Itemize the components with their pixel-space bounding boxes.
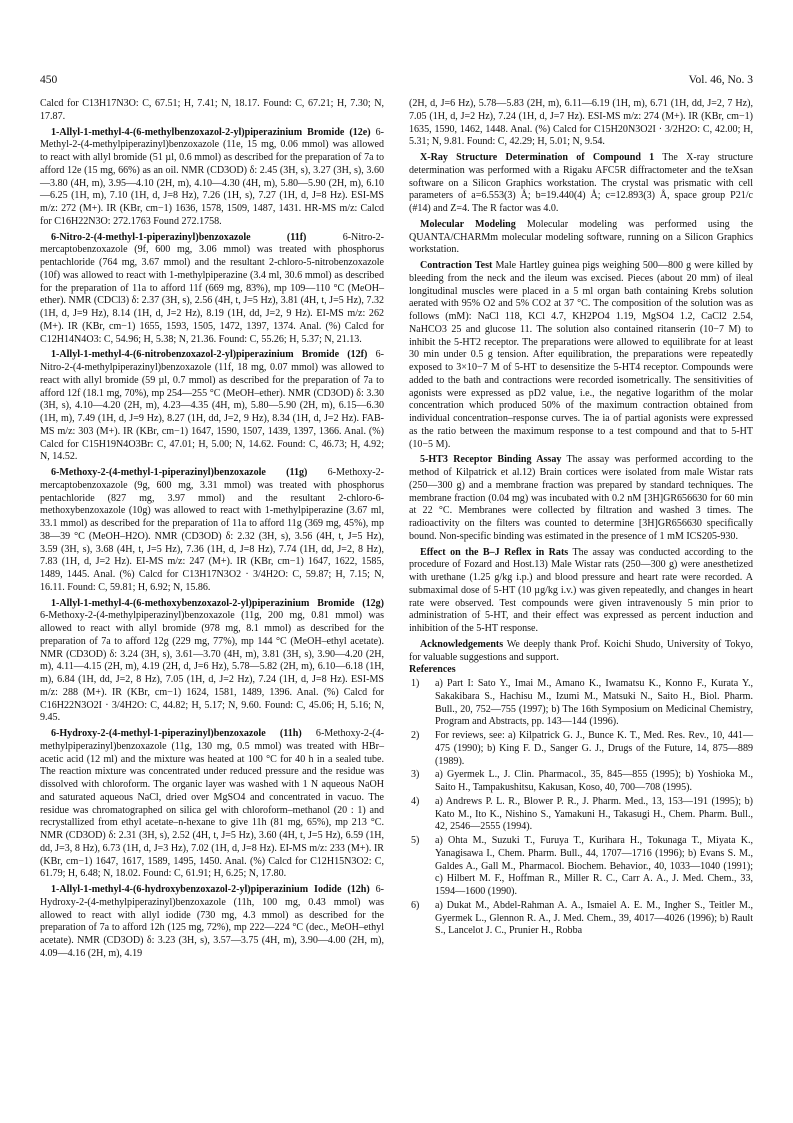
page-number: 450 — [40, 74, 58, 86]
reference-number: 1) — [411, 678, 420, 689]
paragraph-text: Male Hartley guinea pigs weighing 500—800 g were killed by bleeding from the neck and the ileum was excised. Pieces (about 20 mm) of ileal longitudinal muscles were placed in a 5 ml organ bath containing Krebs solution aerated with 95% O2 and 5% CO2 at 37 °C. The composition of the solution was as follows (mM): NaCl 118, KCl 4.7, KH2PO4 1.19, MgSO4 1.2, CaCl2 2.54, NaHCO3 25 and glucose 11. The solution also contained ritanserin (10−7 M) to inhibit the 5-HT2 receptor. The preparations were allowed to equilibrate for at least 30 min under 0.5 g tension. After equilibration, the preparations were repeatedly exposed to 3×10−7 M of 5-HT to desensitize the 5-HT4 receptor. Compounds were added to the bath and contractions were recorded isometrically. The sensitivities of agonists were expressed as pD2 value, i.e., the negative logarithm of the molar concentration which produced 50% of the maximum contraction obtained from individual concentration–response curves. The ia of partial agonists were expressed as the ratio between the maximum response to a test compound and that to 5-HT (10−5 M). — [409, 260, 754, 450]
reference-text: a) Part I: Sato Y., Imai M., Amano K., Iwamatsu K., Konno F., Kurata Y., Sakakibara S., Hachisu M., Izumi M., Matsuki N., Saito H., Biol. Pharm. Bull., 20, 752—755 (1997); b) The 16th Symposium on Medicinal Chemistry, Program and Abstracts, pp. 143—144 (1996). — [435, 678, 753, 728]
reference-number: 5) — [411, 835, 420, 846]
reference-text: For reviews, see: a) Kilpatrick G. J., Bunce K. T., Med. Res. Rev., 10, 441—475 (1990); b) King F. D., Sanger G. J., Drugs of the Future, 14, 875—889 (1989). — [435, 730, 753, 767]
paragraph-text: The X-ray structure determination was performed with a Rigaku AFC5R diffractometer and the teXsan software on a Silicon Graphics workstation. The crystal was prismatic with cell parameters of a=6.553(3) Å; b=19.440(4) Å; c=12.893(3) Å, space group P21/c (#14) and Z=4. The R factor was 4.0. — [409, 152, 753, 214]
reference-text: a) Andrews P. L. R., Blower P. R., J. Pharm. Med., 13, 153—191 (1995); b) Kato M., Ito K., Nishino S., Yamakuni H., Takasugi H., Chem. Pharm. Bull., 42, 2546—2555 (1994). — [435, 795, 753, 833]
paragraph — [409, 639, 753, 665]
paragraph — [409, 152, 753, 216]
reference-item — [409, 796, 753, 834]
paragraph — [40, 598, 384, 726]
paragraph-text: 6-Methyl-2-(4-methylpiperazinyl)benzoxazole (11e, 15 mg, 0.06 mmol) was allowed to react with allyl bromide (51 µl, 0.6 mmol) as described for the preparation of 7a to afford 12e (15 mg, 66%) as an oil. NMR (CD3OD) δ: 2.45 (3H, s), 3.27 (3H, s), 3.60—3.80 (4H, m), 3.95—4.10 (2H, m), 4.10—4.30 (4H, m), 5.80—5.90 (2H, m), 6.10—6.25 (1H, m), 7.10 (1H, d, J=8 Hz), 7.26 (1H, s), 7.27 (1H, d, J=8 Hz). ESI-MS m/z: 272 (M+). IR (KBr, cm−1) 1636, 1578, 1509, 1487, 1431. HR-MS m/z: Calcd for C16H22N3O: 272.1763 Found 272.1758. — [40, 126, 384, 227]
paragraph-text: 6-Methoxy-2-mercaptobenzoxazole (9g, 600 mg, 3.31 mmol) was treated with phosphorus pentachloride (827 mg, 3.97 mmol) and the resultant 2-chloro-6-methoxybenzoxazole (10g) was allowed to react with 1-methylpiperazine (3.67 ml, 33.1 mmol) as described for the preparation of 11a to afford 11g (369 mg, 45%), mp 38—39 °C (MeOH–H2O). NMR (CD3OD) δ: 2.32 (3H, s), 3.56 (4H, t, J=5 Hz), 3.59 (3H, s), 3.68 (4H, t, J=5 Hz), 7.36 (1H, d, J=8 Hz), 7.74 (1H, dd, J=2, 8 Hz), 7.83 (1H, d, J=2 Hz). EI-MS m/z: 247 (M+). IR (KBr, cm−1) 1647, 1622, 1585, 1489, 1445. Anal. (%) Calcd for C13H17N3O2 · 3/4H2O: C, 59.87; H, 7.15; N, 16.11. Found: C, 59.81; H, 6.92; N, 15.86. — [40, 467, 384, 593]
reference-list — [409, 678, 753, 938]
section-heading: 1-Allyl-1-methyl-4-(6-nitrobenzoxazol-2-yl)piperazinium Bromide (12f) — [51, 349, 368, 361]
paragraph-text: We deeply thank Prof. Koichi Shudo, University of Tokyo, for valuable suggestions and support. — [409, 638, 753, 663]
section-heading: 1-Allyl-1-methyl-4-(6-methoxybenzoxazol-2-yl)piperazinium Bromide (12g) — [51, 597, 384, 609]
section-heading: Acknowledgements — [420, 638, 504, 650]
paragraph-text: 6-Methoxy-2-(4-methylpiperazinyl)benzoxazole (11g, 200 mg, 0.81 mmol) was allowed to react with allyl bromide (978 mg, 8.1 mmol) as described for the preparation of 7a to afford 12g (229 mg, 77%), mp 144 °C (MeOH–ethyl acetate). NMR (CD3OD) δ: 3.24 (3H, s), 3.61—3.70 (4H, m), 3.81 (3H, s), 3.90—4.20 (2H, m), 4.11—4.15 (2H, m), 4.19 (2H, d, J=6 Hz), 5.78—5.82 (2H, m), 6.10—6.18 (1H, m), 6.84 (1H, dd, J=2, 8 Hz), 7.05 (1H, d, J=2 Hz), 7.24 (1H, d, J=8 Hz). ESI-MS m/z: 288 (M+). IR (KBr, cm−1) 1624, 1581, 1489, 1396. Anal. (%) Calcd for C16H22N3O2I · 3/4H2O: C, 44.82; H, 5.17; N, 9.60. Found: C, 45.06; H, 5.16; N, 9.45. — [40, 610, 384, 724]
section-heading: Molecular Modeling — [420, 218, 516, 230]
paragraph — [40, 884, 384, 961]
paragraph-text: 6-Nitro-2-(4-methylpiperazinyl)benzoxazole (11f, 18 mg, 0.07 mmol) was allowed to react with allyl bromide (59 µl, 0.7 mmol) as described for the preparation of 7a to afford 12f (18.1 mg, 70%), mp 254—255 °C (MeOH–ether). NMR (CD3OD) δ: 3.30 (3H, s), 4.10—4.20 (2H, m), 4.23—4.35 (4H, m), 5.80—5.90 (2H, m), 6.15—6.30 (1H, m), 7.49 (1H, d, J=9 Hz), 8.27 (1H, dd, J=2, 9 Hz), 8.34 (1H, d, J=2 Hz). FAB-MS m/z: 303 (M+). IR (KBr, cm−1) 1647, 1590, 1507, 1439, 1397, 1366. Anal. (%) Calcd for C15H19N4O3Br: C, 47.01; H, 5.00; N, 14.62. Found: C, 46.73; H, 4.92; N, 14.52. — [40, 349, 384, 463]
paragraph — [40, 232, 384, 347]
paragraph-text: 6-Hydroxy-2-(4-methylpiperazinyl)benzoxazole (11h, 100 mg, 0.43 mmol) was allowed to react with allyl iodide (730 mg, 4.3 mmol) as described for the preparation of 7a to afford 12h (125 mg, 72%), mp 222—224 °C (dec., MeOH–ethyl acetate). NMR (CD3OD) δ: 3.23 (3H, s), 3.57—3.75 (4H, m), 3.90—4.00 (2H, m), 4.09—4.16 (2H, m), 4.19 — [40, 884, 384, 959]
reference-number: 6) — [411, 899, 420, 911]
paragraph-text: The assay was conducted according to the procedure of Fozard and Host.13) Male Wistar rats (250—300 g) were anesthetized with urethane (1.25 g/kg i.p.) and blood pressure and heart rate were recorded. A submaximal dose of 5-HT (10 µg/kg i.v.) was given repeatedly, and changes in heart rate were observed. Test compounds were given intravenously 5 min prior to administration of 5-HT, and their effect was expressed as percent induction and inhibition of the 5-HT response. — [409, 546, 754, 634]
section-heading: Effect on the B–J Reflex in Rats — [420, 546, 569, 558]
paragraph — [40, 728, 384, 881]
section-heading: 1-Allyl-1-methyl-4-(6-hydroxybenzoxazol-2-yl)piperazinium Iodide (12h) — [51, 884, 370, 895]
reference-number: 4) — [411, 795, 420, 807]
paragraph — [40, 349, 384, 464]
section-heading: 1-Allyl-1-methyl-4-(6-methylbenzoxazol-2-yl)piperazinium Bromide (12e) — [51, 126, 371, 138]
paragraph-text: 6-Nitro-2-mercaptobenzoxazole (9f, 600 mg, 3.06 mmol) was treated with phosphorus pentachloride (764 mg, 3.67 mmol) and the resultant 2-chloro-5-nitrobenzoxazole (10f) was allowed to react with 1-methylpiperazine (3.4 ml, 30.6 mmol) as described for the preparation of 11a to afford 11f (669 mg, 83%), mp 109—110 °C (MeOH–ether). NMR (CDCl3) δ: 2.37 (3H, s), 2.56 (4H, t, J=5 Hz), 3.81 (4H, t, J=5 Hz), 7.32 (1H, d, J=9 Hz), 8.14 (1H, d, J=2 Hz), 8.19 (1H, dd, J=2, 9 Hz). EI-MS m/z: 262 (M+). IR (KBr, cm−1) 1655, 1593, 1505, 1472, 1397, 1374. Anal. (%) Calcd for C12H14N4O3: C, 54.96; H, 5.38; N, 21.36. Found: C, 55.26; H, 5.37; N, 21.13. — [40, 231, 384, 345]
right-column-body — [409, 98, 753, 664]
reference-item — [409, 835, 753, 899]
reference-text: a) Gyermek L., J. Clin. Pharmacol., 35, 845—855 (1995); b) Yoshioka M., Saito H., Tampakushitsu, Kakusan, Koso, 40, 700—708 (1995). — [435, 769, 753, 793]
left-column — [40, 98, 384, 961]
reference-number: 2) — [411, 730, 420, 741]
paragraph — [409, 454, 753, 543]
running-header — [40, 74, 753, 90]
reference-item — [409, 769, 753, 795]
section-heading: 5-HT3 Receptor Binding Assay — [420, 454, 562, 466]
right-column — [409, 98, 753, 938]
section-heading: X-Ray Structure Determination of Compound 1 — [420, 152, 655, 163]
paragraph — [40, 467, 384, 595]
section-heading: Contraction Test — [420, 260, 493, 271]
paragraph-text: Molecular modeling was performed using the QUANTA/CHARMm molecular modeling software, running on a Silicon Graphics workstation. — [409, 218, 753, 256]
reference-text: a) Dukat M., Abdel-Rahman A. A., Ismaiel A. E. M., Ingher S., Teitler M., Gyermek L., Glennon R. A., J. Med. Chem., 39, 4017—4026 (1996); b) Rault S., Lancelot J. C., Prunier H., Robba — [435, 899, 753, 937]
references-heading: References — [409, 664, 456, 676]
section-heading: 6-Hydroxy-2-(4-methyl-1-piperazinyl)benzoxazole (11h) — [51, 728, 302, 739]
reference-item — [409, 730, 753, 768]
section-heading: 6-Methoxy-2-(4-methyl-1-piperazinyl)benzoxazole (11g) — [51, 467, 308, 478]
paragraph — [409, 260, 753, 451]
paragraph — [40, 127, 384, 229]
reference-number: 3) — [411, 769, 420, 781]
paragraph-text: (2H, d, J=6 Hz), 5.78—5.83 (2H, m), 6.11—6.19 (1H, m), 6.71 (1H, dd, J=2, 7 Hz), 7.05 (1H, d, J=2 Hz), 7.24 (1H, d, J=7 Hz). ESI-MS m/z: 274 (M+). IR (KBr, cm−1) 1635, 1590, 1462, 1448. Anal. (%) Calcd for C15H20N3O2I · 3/2H2O: C, 42.00; H, 5.31; N, 9.81. Found: C, 42.29; H, 5.01; N, 9.54. — [409, 98, 753, 148]
paragraph — [409, 219, 753, 257]
volume-issue: Vol. 46, No. 3 — [688, 74, 753, 86]
paragraph — [40, 98, 384, 124]
reference-item — [409, 678, 753, 729]
reference-item — [409, 900, 753, 938]
paragraph-text: Calcd for C13H17N3O: C, 67.51; H, 7.41; N, 18.17. Found: C, 67.21; H, 7.30; N, 17.87. — [40, 98, 384, 122]
paragraph-text: The assay was performed according to the method of Kilpatrick et al.12) Brain cortices were isolated from male Wistar rats (250—300 g) and a membrane fraction was prepared by standard techniques. The membrane fraction (0.04 mg) was incubated with 0.2 nM [3H]GR656630 for 60 min at 22 °C. Membranes were collected by filtration and washed 3 times. The radioactivity on the filters was counted to determine [3H]GR656630 specifically bound. Non-specific binding was estimated in the presence of 1 mM ICS205-930. — [409, 454, 754, 542]
paragraph — [409, 547, 753, 636]
reference-text: a) Ohta M., Suzuki T., Furuya T., Kurihara H., Tokunaga T., Miyata K., Yanagisawa I., Chem. Pharm. Bull., 44, 1707—1716 (1996); b) Evans S. M., Galdes A., Gall M., Pharmacol. Biochem. Behavior., 40, 1033—1040 (1991); c) Hilbert M. F., Hoffman R., Miller R. C., Carr A. A., J. Med. Chem., 33, 1594—1600 (1990). — [435, 835, 753, 897]
section-heading: 6-Nitro-2-(4-methyl-1-piperazinyl)benzoxazole (11f) — [51, 231, 307, 243]
paragraph-text: 6-Methoxy-2-(4-methylpiperazinyl)benzoxazole (11g, 130 mg, 0.5 mmol) was treated with HBr–acetic acid (12 ml) and the mixture was heated at 100 °C for 40 h in a sealed tube. The reaction mixture was concentrated under reduced pressure and the residue was dissolved with chloroform. The organic layer was washed with 1 N aqueous NaOH and saturated aqueous NaCl, dried over MgSO4 and concentrated in vacuo. The residue was chromatographed on silica gel with chloroform–methanol (20 : 1) and recrystallized from ethyl acetate–n-hexane to give 11h (81 mg, 65%), mp 213 °C. NMR (CD3OD) δ: 2.31 (3H, s), 2.52 (4H, t, J=5 Hz), 3.60 (4H, t, J=5 Hz), 6.59 (1H, dd, J=3, 8 Hz), 6.73 (1H, d, J=3 Hz), 7.02 (1H, d, J=8 Hz). EI-MS m/z: 233 (M+). IR (KBr, cm−1) 1647, 1617, 1589, 1495, 1450. Anal. (%) Calcd for C12H15N3O2: C, 61.79; H, 6.48; N, 18.02. Found: C, 61.91; H, 6.25; N, 17.80. — [40, 728, 385, 880]
paragraph — [409, 98, 753, 149]
